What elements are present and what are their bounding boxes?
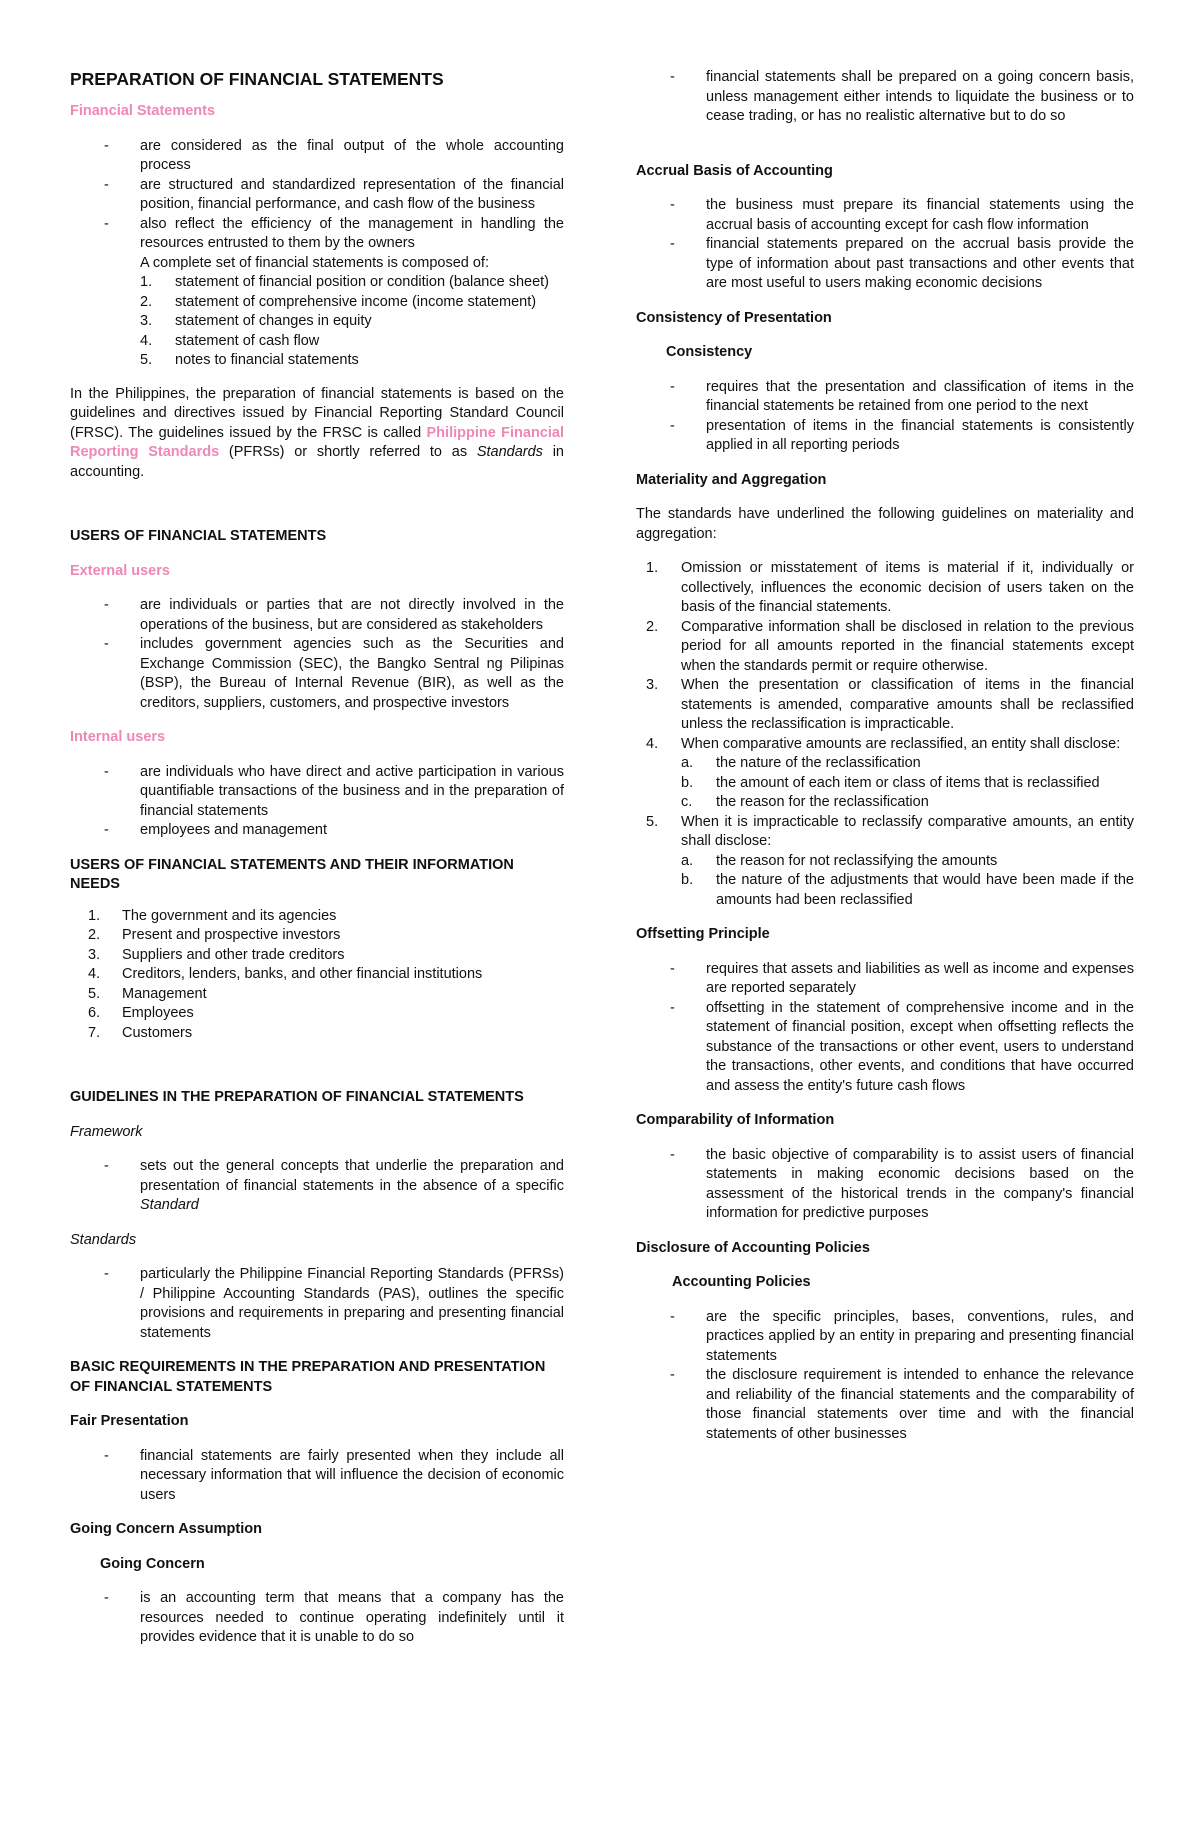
standards-points: [70, 1265, 564, 1343]
list-item: 5. notes to financial statements: [140, 352, 359, 368]
list-item: - employees and management: [140, 821, 564, 841]
framework-heading: Framework: [70, 1123, 143, 1140]
list-item: - the basic objective of comparability is to assist users of financial statements in making economic decisions based on the assessment of the historical trends in the company's financial information for predictive purposes: [706, 1146, 1134, 1224]
external-users-heading: External users: [70, 562, 170, 579]
list-item: - the disclosure requirement is intended to enhance the relevance and reliability of the financial statements and the comparability of those financial statements over time and with the financial statements of other businesses: [706, 1366, 1134, 1444]
list-item: - is an accounting term that means that a company has the resources needed to continue operating indefinitely until it provides evidence that it is unable to do so: [140, 1589, 564, 1648]
financial-statements-heading: Financial Statements: [70, 103, 216, 119]
going-concern-points: [70, 1589, 564, 1648]
comparability-points: [636, 1146, 1134, 1224]
list-item: - are structured and standardized representation of the financial position, financial performance, and cash flow of the business: [140, 176, 564, 215]
standards-heading: Standards: [70, 1231, 137, 1248]
consistency-points: [636, 378, 1134, 456]
comparability-heading: Comparability of Information: [636, 1112, 835, 1128]
list-item: 3. When the presentation or classification of items in the financial statements is amended, comparative amounts shall be reclassified unless the reclassification is impracticable.: [646, 677, 1134, 732]
complete-set-intro: A complete set of financial statements is composed of:: [140, 254, 489, 271]
accrual-points: [636, 196, 1134, 294]
internal-users-points: [70, 763, 564, 841]
consistency-heading: Consistency of Presentation: [636, 309, 832, 326]
list-item: 1. statement of financial position or condition (balance sheet): [140, 274, 549, 290]
reclassification-disclosures: [681, 754, 1134, 813]
guidelines-heading: GUIDELINES IN THE PREPARATION OF FINANCIAL STATEMENTS: [70, 1089, 524, 1105]
list-item: 3. statement of changes in equity: [140, 313, 372, 329]
list-item: - particularly the Philippine Financial Reporting Standards (PFRSs) / Philippine Accounting Standards (PAS), outlines the specific provisions and requirements in preparing and presenting financial statements: [140, 1265, 564, 1343]
accounting-policies-subheading: Accounting Policies: [672, 1274, 811, 1290]
materiality-list: [636, 559, 1134, 910]
list-item: - are the specific principles, bases, conventions, rules, and practices applied by an entity in preparing and presenting financial statements: [706, 1308, 1134, 1367]
information-needs-list: [70, 907, 564, 1044]
list-item: - are considered as the final output of the whole accounting process: [140, 137, 564, 176]
list-item: 4. statement of cash flow: [140, 332, 320, 349]
list-item: - presentation of items in the financial statements is consistently applied in all reporting periods: [706, 417, 1134, 456]
list-item: - are individuals who have direct and active participation in various quantifiable transactions of the business and in the preparation of financial statements: [140, 763, 564, 822]
list-item: 7. Customers: [88, 1024, 193, 1041]
fair-presentation-points: [70, 1447, 564, 1506]
list-item: 2. statement of comprehensive income (income statement): [140, 293, 537, 310]
materiality-intro: The standards have underlined the following guidelines on materiality and aggregation:: [636, 506, 1134, 542]
list-item: - the business must prepare its financial statements using the accrual basis of accounting except for cash flow information: [706, 196, 1134, 235]
list-item: 5. Management: [88, 985, 207, 1002]
pfrs-highlight: Philippine Financial Reporting Standards: [70, 424, 564, 460]
philippines-paragraph: In the Philippines, the preparation of financial statements is based on the guidelines and directives issued by Financial Reporting Standard Council (FRSC). The guidelines issued by the FRSC is called Philippine Financial Reporting Standards (PFRSs) or shortly referred to as Standards in accounting.: [70, 385, 564, 480]
list-item: 1. The government and its agencies: [88, 907, 337, 924]
information-needs-heading: USERS OF FINANCIAL STATEMENTS AND THEIR INFORMATION NEEDS: [70, 856, 514, 892]
list-item: 2. Present and prospective investors: [88, 927, 341, 943]
complete-set-list: [70, 273, 564, 371]
fair-presentation-heading: Fair Presentation: [70, 1413, 189, 1429]
list-item: 2. Comparative information shall be disclosed in relation to the previous period for all amounts reported in the financial statements except when the standards permit or require otherwise.: [646, 618, 1134, 674]
consistency-subheading: Consistency: [666, 344, 753, 360]
list-item: - requires that the presentation and classification of items in the financial statements be retained from one period to the next: [706, 378, 1134, 417]
offsetting-points: [636, 960, 1134, 1097]
list-item: - financial statements are fairly presented when they include all necessary information that will influence the decision of economic users: [140, 1447, 564, 1506]
list-item: 4. Creditors, lenders, banks, and other financial institutions: [88, 966, 483, 982]
list-item: 6. Employees: [88, 1005, 194, 1021]
internal-users-heading: Internal users: [70, 729, 166, 745]
list-item: - requires that assets and liabilities as well as income and expenses are reported separately: [706, 960, 1134, 999]
impracticable-disclosures: [681, 852, 1134, 911]
page-title: PREPARATION OF FINANCIAL STATEMENTS: [70, 69, 444, 89]
list-item: 5. When it is impracticable to reclassify comparative amounts, an entity shall disclose: a. the reason for not reclassifying the amounts b. the nature of the adjustments that would have been made if the amounts had been reclassified: [681, 813, 1134, 911]
offsetting-heading: Offsetting Principle: [636, 926, 770, 942]
going-concern-subheading: Going Concern: [100, 1555, 205, 1572]
disclosure-heading: Disclosure of Accounting Policies: [636, 1239, 870, 1256]
list-item: - financial statements shall be prepared on a going concern basis, unless management either intends to liquidate the business or to cease trading, or has no realistic alternative but to do so: [706, 68, 1134, 127]
list-item: - also reflect the efficiency of the management in handling the resources entrusted to them by the owners: [140, 215, 564, 254]
accounting-policies-points: [636, 1308, 1134, 1445]
list-item: - offsetting in the statement of comprehensive income and in the statement of financial position, except when offsetting reflects the substance of the transactions or other event, users to understand the transactions, other events, and conditions that have occurred and assess the entity's future cash flows: [706, 999, 1134, 1097]
list-item: a. the reason for not reclassifying the amounts: [681, 852, 998, 869]
materiality-heading: Materiality and Aggregation: [636, 471, 827, 488]
list-item: a. the nature of the reclassification: [681, 755, 921, 771]
list-item: c. the reason for the reclassification: [681, 794, 929, 810]
accrual-heading: Accrual Basis of Accounting: [636, 162, 833, 179]
financial-statements-points: [70, 137, 564, 254]
left-column: [70, 68, 564, 1663]
external-users-points: [70, 596, 564, 713]
list-item: - includes government agencies such as the Securities and Exchange Commission (SEC), the Bangko Sentral ng Pilipinas (BSP), the Bureau of Internal Revenue (BIR), as well as the creditors, suppliers, customers, and prospective investors: [140, 635, 564, 713]
right-column: [636, 68, 1134, 1459]
users-heading: USERS OF FINANCIAL STATEMENTS: [70, 528, 327, 544]
list-item: 4. When comparative amounts are reclassified, an entity shall disclose: a. the nature of the reclassification b. the amount of each item or class of items that is reclassified c. the reason for the reclassification: [681, 735, 1134, 813]
list-item: - sets out the general concepts that underlie the preparation and presentation of financial statements in the absence of a specific Standard: [140, 1157, 564, 1216]
list-item: - financial statements prepared on the accrual basis provide the type of information about past transactions and other events that are most useful to users making economic decisions: [706, 235, 1134, 294]
framework-points: [70, 1157, 564, 1216]
list-item: b. the amount of each item or class of items that is reclassified: [681, 774, 1100, 791]
list-item: - are individuals or parties that are not directly involved in the operations of the business, but are considered as stakeholders: [140, 596, 564, 635]
list-item: b. the nature of the adjustments that would have been made if the amounts had been reclassified: [681, 872, 1134, 908]
going-concern-heading: Going Concern Assumption: [70, 1521, 262, 1537]
going-concern-points-continued: [636, 68, 1134, 127]
list-item: 3. Suppliers and other trade creditors: [88, 946, 345, 963]
basic-requirements-heading: BASIC REQUIREMENTS IN THE PREPARATION AND PRESENTATION OF FINANCIAL STATEMENTS: [70, 1359, 546, 1395]
list-item: 1. Omission or misstatement of items is material if it, individually or collectively, influences the economic decision of users taken on the basis of the financial statements.: [646, 560, 1134, 615]
